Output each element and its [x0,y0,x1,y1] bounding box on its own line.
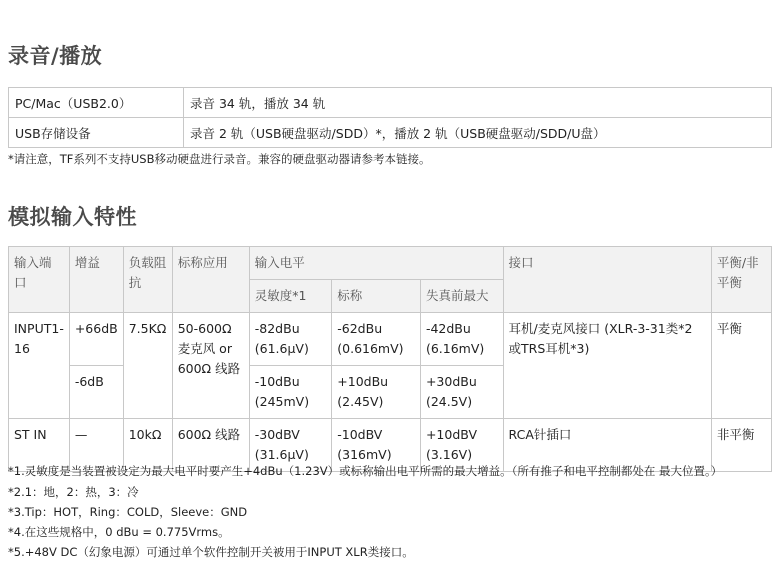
section-title-analog-input: 模拟输入特性 [8,205,137,229]
footnote: *2.1：地，2：热，3：冷 [8,485,139,499]
footnote: *4.在这些规格中，0 dBu = 0.775Vrms。 [8,525,230,539]
cell-balance: 平衡 [711,313,771,419]
cell-gain: +66dB [69,313,123,366]
cell-max: -42dBu (6.16mV) [420,313,503,366]
cell-load: 10kΩ [123,419,172,472]
cell-rated: -10dBV (316mV) [332,419,421,472]
header-nominal: 标称应用 [172,247,249,313]
header-input-level: 输入电平 [249,247,503,280]
recording-note: *请注意，TF系列不支持USB移动硬盘进行录音。兼容的硬盘驱动器请参考本链接。 [8,152,431,166]
header-load: 负载阻抗 [123,247,172,313]
footnote: *5.+48V DC（幻象电源）可通过单个软件控制开关被用于INPUT XLR类接口。 [8,545,414,559]
table-row [9,118,772,148]
header-sensitivity: 灵敏度*1 [249,280,332,313]
header-connector: 接口 [503,247,711,313]
cell-rated: -62dBu (0.616mV) [332,313,421,366]
row-label: USB存储设备 [9,118,184,148]
header-port: 输入端口 [9,247,70,313]
header-balance: 平衡/非平衡 [711,247,771,313]
header-max: 失真前最大 [420,280,503,313]
cell-port: ST IN [9,419,70,472]
header-gain: 增益 [69,247,123,313]
row-label: PC/Mac（USB2.0） [9,88,184,118]
table-row [9,88,772,118]
recording-spec-table [8,87,772,148]
analog-input-table [8,246,772,472]
header-rated: 标称 [332,280,421,313]
cell-max: +30dBu (24.5V) [420,366,503,419]
cell-nominal: 600Ω 线路 [172,419,249,472]
cell-load: 7.5KΩ [123,313,172,419]
row-value: 录音 2 轨（USB硬盘驱动/SDD）*，播放 2 轨（USB硬盘驱动/SDD/U盘） [184,118,772,148]
cell-gain: — [69,419,123,472]
cell-sensitivity: -30dBV (31.6μV) [249,419,332,472]
cell-connector: 耳机/麦克风接口 (XLR-3-31类*2 或TRS耳机*3) [503,313,711,419]
cell-gain: -6dB [69,366,123,419]
footnote: *3.Tip：HOT，Ring：COLD，Sleeve：GND [8,505,248,519]
cell-balance: 非平衡 [711,419,771,472]
cell-sensitivity: -82dBu (61.6μV) [249,313,332,366]
cell-nominal: 50-600Ω 麦克风 or 600Ω 线路 [172,313,249,419]
table-header-row [9,247,772,280]
cell-sensitivity: -10dBu (245mV) [249,366,332,419]
cell-connector: RCA针插口 [503,419,711,472]
section-title-recording: 录音/播放 [8,44,103,68]
cell-rated: +10dBu (2.45V) [332,366,421,419]
footnote: *1.灵敏度是当装置被设定为最大电平时要产生+4dBu（1.23V）或标称输出电平所需的最大增益。（所有推子和电平控制都处在 最大位置。） [8,464,723,478]
cell-max: +10dBV (3.16V) [420,419,503,472]
table-row [9,313,772,366]
row-value: 录音 34 轨，播放 34 轨 [184,88,772,118]
cell-port: INPUT1-16 [9,313,70,419]
